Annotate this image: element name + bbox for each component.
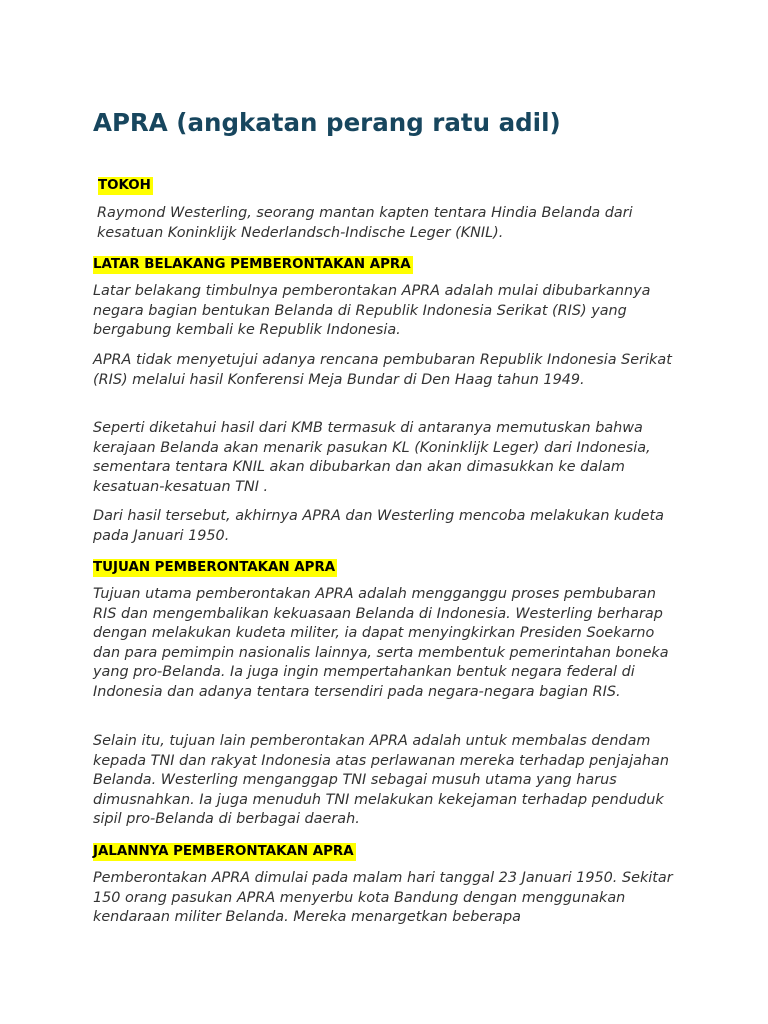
section-heading-jalannya (93, 840, 356, 861)
paragraph-tujuan-1: Tujuan utama pemberontakan APRA adalah mengganggu proses pembubaran RIS dan mengembalikan kekuasaan Belanda di Indonesia. Westerling berharap dengan melakukan kudeta militer, ia dapat menyingkirkan Presiden Soekarno dan para pemimpin nasionalis lainnya, serta membentuk pemerintahan boneka yang pro-Belanda. Ia juga ingin mempertahankan bentuk negara federal di Indonesia dan adanya tentara tersendiri pada negara-negara bagian RIS. (93, 586, 669, 700)
heading-highlight: TUJUAN PEMBERONTAKAN APRA (93, 560, 336, 575)
paragraph-latar-4: Dari hasil tersebut, akhirnya APRA dan Westerling mencoba melakukan kudeta pada Januari 1950. (93, 508, 664, 544)
section-heading-latar-belakang (93, 253, 413, 274)
heading-highlight: LATAR BELAKANG PEMBERONTAKAN APRA (93, 257, 411, 272)
heading-highlight: JALANNYA PEMBERONTAKAN APRA (93, 844, 354, 859)
paragraph-latar-2: APRA tidak menyetujui adanya rencana pembubaran Republik Indonesia Serikat (RIS) melalui hasil Konferensi Meja Bundar di Den Haag tahun 1949. (93, 352, 672, 388)
section-heading-tujuan (93, 556, 337, 577)
paragraph-latar-3: Seperti diketahui hasil dari KMB termasuk di antaranya memutuskan bahwa kerajaan Belanda akan menarik pasukan KL (Koninklijk Leger) dari Indonesia, sementara tentara KNIL akan dibubarkan dan akan dimasukkan ke dalam kesatuan-kesatuan TNI . (93, 420, 651, 495)
paragraph-tokoh: Raymond Westerling, seorang mantan kapten tentara Hindia Belanda dari kesatuan Koninklijk Nederlandsch-Indische Leger (KNIL). (97, 205, 633, 241)
section-heading-tokoh (98, 174, 153, 195)
paragraph-tujuan-2: Selain itu, tujuan lain pemberontakan APRA adalah untuk membalas dendam kepada TNI dan rakyat Indonesia atas perlawanan mereka terhadap penjajahan Belanda. Westerling menganggap TNI sebagai musuh utama yang harus dimusnahkan. Ia juga menuduh TNI melakukan kekejaman terhadap penduduk sipil pro-Belanda di berbagai daerah. (93, 733, 669, 827)
paragraph-latar-1: Latar belakang timbulnya pemberontakan APRA adalah mulai dibubarkannya negara bagian bentukan Belanda di Republik Indonesia Serikat (RIS) yang bergabung kembali ke Republik Indonesia. (93, 283, 651, 338)
heading-highlight: TOKOH (98, 178, 151, 193)
paragraph-jalannya-1: Pemberontakan APRA dimulai pada malam hari tanggal 23 Januari 1950. Sekitar 150 orang pasukan APRA menyerbu kota Bandung dengan menggunakan kendaraan militer Belanda. Mereka menargetkan beberapa (93, 870, 673, 925)
page-title: APRA (angkatan perang ratu adil) (93, 108, 561, 137)
